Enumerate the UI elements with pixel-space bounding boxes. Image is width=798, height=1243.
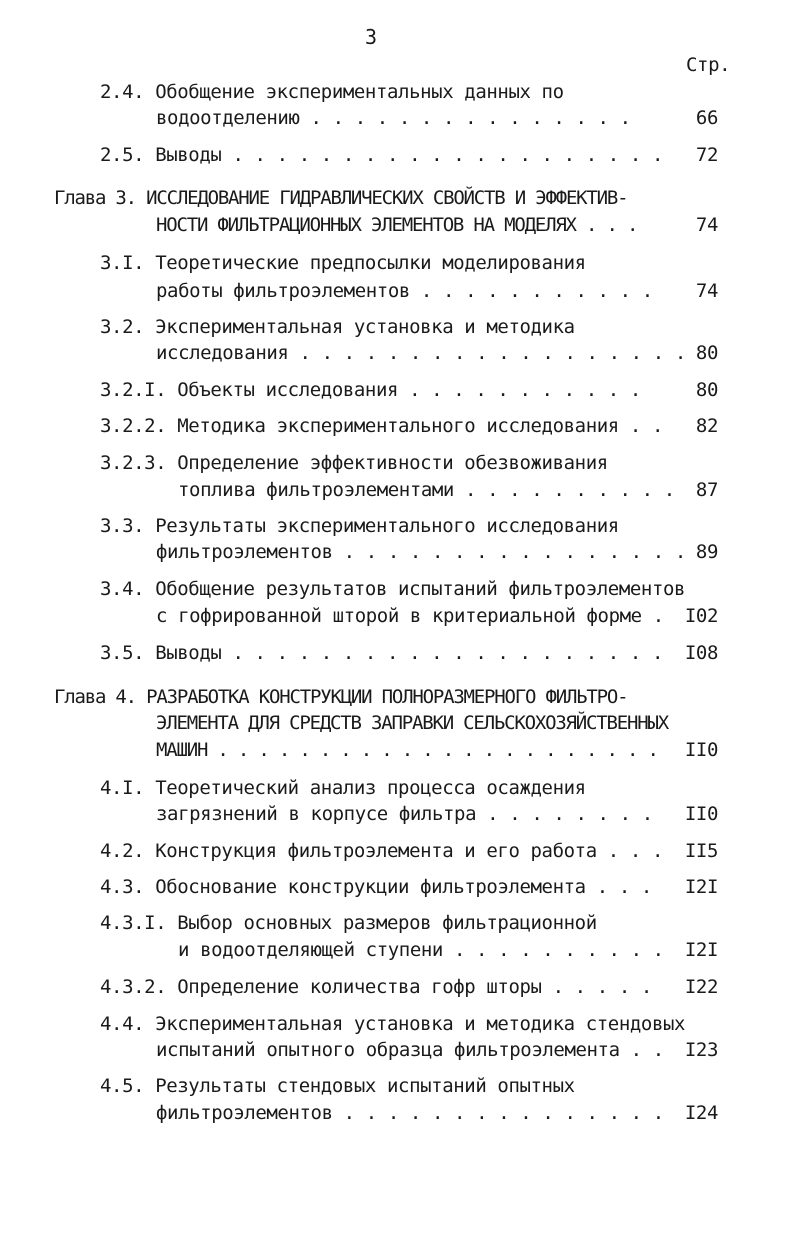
- toc-entry-2-4-line-1: 2.4. Обобщение экспериментальных данных по: [100, 81, 564, 103]
- toc-chapter-3-line-1: Глава 3. ИССЛЕДОВАНИЕ ГИДРАВЛИЧЕСКИХ СВОЙСТВ И ЭФФЕКТИВ-: [54, 187, 628, 209]
- toc-chapter-4-line-3: МАШИН . . . . . . . . . . . . . . . . . . . . . .: [156, 739, 658, 761]
- toc-entry-4-3-1-line-2: и водоотделяющей ступени . . . . . . . . . .: [178, 939, 664, 961]
- toc-entry-4-2-page: II5: [684, 840, 718, 862]
- toc-entry-3-2-3-page: 87: [695, 479, 718, 501]
- toc-entry-4-3-1-page: I2I: [684, 939, 718, 961]
- toc-entry-4-1-line-2: загрязнений в корпусе фильтра . . . . . . . .: [156, 803, 653, 825]
- toc-entry-4-3-page: I2I: [684, 876, 718, 898]
- toc-entry-3-1-line-2: работы фильтроэлементов . . . . . . . . . . .: [156, 280, 653, 302]
- toc-entry-4-2-line-1: 4.2. Конструкция фильтроэлемента и его работа . . .: [100, 840, 663, 862]
- toc-entry-4-4-line-2: испытаний опытного образца фильтроэлемента . .: [156, 1039, 664, 1061]
- toc-chapter-4-line-1: Глава 4. РАЗРАБОТКА КОНСТРУКЦИИ ПОЛНОРАЗМЕРНОГО ФИЛЬТРО-: [54, 686, 628, 708]
- toc-entry-3-4-page: I02: [684, 605, 718, 627]
- toc-entry-3-3-line-2: фильтроэлементов . . . . . . . . . . . . . . . .: [156, 541, 686, 563]
- toc-entry-3-2-1-page: 80: [695, 379, 718, 401]
- toc-entry-4-4-line-1: 4.4. Экспериментальная установка и методика стендовых: [100, 1013, 686, 1035]
- toc-entry-4-5-page: I24: [684, 1102, 718, 1124]
- toc-entry-2-5-line-1: 2.5. Выводы . . . . . . . . . . . . . . . . . . . .: [100, 144, 663, 166]
- toc-entry-3-2-1-line-1: 3.2.I. Объекты исследования . . . . . . . . . . .: [100, 379, 641, 401]
- toc-entry-4-5-line-2: фильтроэлементов . . . . . . . . . . . . . . .: [156, 1102, 664, 1124]
- toc-entry-3-2-line-2: исследования . . . . . . . . . . . . . . . . . .: [156, 342, 686, 364]
- toc-entry-3-5-line-1: 3.5. Выводы . . . . . . . . . . . . . . . . . . . .: [100, 642, 663, 664]
- toc-entry-4-3-1-line-1: 4.3.I. Выбор основных размеров фильтрационной: [100, 912, 597, 934]
- toc-chapter-3-line-2: НОСТИ ФИЛЬТРАЦИОННЫХ ЭЛЕМЕНТОВ НА МОДЕЛЯХ . . .: [156, 214, 638, 236]
- toc-entry-3-2-3-line-1: 3.2.3. Определение эффективности обезвоживания: [100, 452, 608, 474]
- toc-chapter-3-page: 74: [695, 214, 718, 236]
- toc-entry-3-3-line-1: 3.3. Результаты экспериментального исследования: [100, 515, 619, 537]
- page-number: 3: [365, 25, 377, 49]
- toc-entry-3-2-line-1: 3.2. Экспериментальная установка и методика: [100, 316, 575, 338]
- toc-entry-3-2-page: 80: [695, 342, 718, 364]
- toc-entry-2-5-page: 72: [695, 144, 718, 166]
- page-column-header: Стр.: [686, 54, 731, 76]
- toc-entry-3-4-line-1: 3.4. Обобщение результатов испытаний фильтроэлементов: [100, 578, 686, 600]
- toc-entry-4-3-2-page: I22: [684, 976, 718, 998]
- toc-chapter-4-line-2: ЭЛЕМЕНТА ДЛЯ СРЕДСТВ ЗАПРАВКИ СЕЛЬСКОХОЗЯЙСТВЕННЫХ: [156, 712, 668, 734]
- toc-entry-3-2-2-page: 82: [695, 415, 718, 437]
- toc-entry-4-1-page: II0: [684, 803, 718, 825]
- toc-entry-3-2-2-line-1: 3.2.2. Методика экспериментального исследования . .: [100, 415, 663, 437]
- toc-entry-4-4-page: I23: [684, 1039, 718, 1061]
- toc-entry-2-4-line-2: водоотделению . . . . . . . . . . . . . . .: [156, 107, 631, 129]
- toc-entry-4-5-line-1: 4.5. Результаты стендовых испытаний опытных: [100, 1075, 575, 1097]
- toc-chapter-4-page: II0: [684, 739, 718, 761]
- toc-entry-3-1-page: 74: [695, 280, 718, 302]
- toc-entry-3-1-line-1: 3.I. Теоретические предпосылки моделирования: [100, 252, 586, 274]
- toc-entry-4-1-line-1: 4.I. Теоретический анализ процесса осаждения: [100, 777, 586, 799]
- toc-entry-2-4-page: 66: [695, 107, 718, 129]
- toc-entry-4-3-line-1: 4.3. Обоснование конструкции фильтроэлемента . . .: [100, 876, 652, 898]
- toc-entry-3-4-line-2: с гофрированной шторой в критериальной форме .: [156, 605, 664, 627]
- toc-entry-3-3-page: 89: [695, 541, 718, 563]
- toc-entry-4-3-2-line-1: 4.3.2. Определение количества гофр шторы . . . . .: [100, 976, 652, 998]
- toc-entry-3-5-page: I08: [684, 642, 718, 664]
- toc-entry-3-2-3-line-2: топлива фильтроэлементами . . . . . . . . . .: [178, 479, 675, 501]
